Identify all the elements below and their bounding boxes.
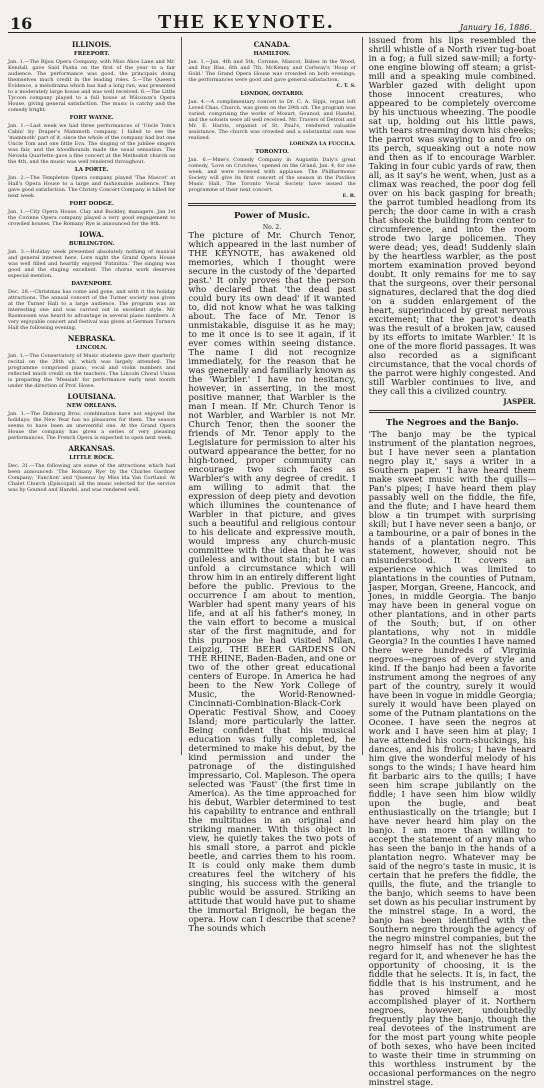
city-heading-new-orleans: NEW ORLEANS. (66, 403, 117, 409)
signature-hamilton: C. T. S. (336, 83, 356, 89)
masthead (8, 6, 536, 33)
signature-jasper: JASPER. (503, 397, 536, 406)
city-heading-davenport: DAVENPORT. (71, 281, 113, 287)
state-heading-arkansas: ARKANSAS. (68, 444, 115, 453)
city-heading-lincoln: LINCOLN. (76, 345, 108, 351)
state-heading-nebraska: NEBRASKA. (67, 334, 116, 343)
report-london-ontario: Jan. 4.—A complimentary concert to Dr. C. A. Sippi, organ loft Loved Chas. Church, was given on the 29th ult. The program was varied, comprising the works of Mozart, Gounod, and Handel, and the soloists were all well received. Mr. Travers of Detroit and Mr. E. Harris, organist of St. Paul's, rendered valuable assistance. The church was crowded and a substantial sum was realized. (188, 99, 356, 141)
section-divider (188, 203, 355, 206)
city-heading-burlington: BURLINGTON. (68, 241, 115, 247)
report-new-orleans: Jan. 1.—The Dubourg Bros. combination have not enjoyed the holidays; the New Year has no pleasures for them. The season seems to have been an uneventful one. At the Grand Opera House the company has given a series of very pleasing performances. The French Opera is expected to open next week. (8, 411, 176, 441)
article-continuation-power-of-music: issued from his lips resembled the shrill whistle of a North river tug-boat in a fog; a full sized saw-mill; a forty-one engine blowing off steam; a grist-mill and a speaking mule combined. Warbler gazed with delight upon those innocent creatures, who appeared to be completely overcome by his unctuous wheezing. The poodle sat up, holding out his little paws, with tears streaming down his cheeks; the parrot was swaying to and fro on its perch, squeaking out a note now and then as if to encourage Warbler. Taking in four cubic yards of raw, then all, as it say's he went, when, just as a climax was reached, the poor dog fell over on his back gasping for breath; the parrot tumbled headlong from its perch; the door came in with a crash that shook the building from center to circumference, and into the room strode two large policemen. They were dead; yes, dead! Suddenly slain by the heartless warbler, as the post mortem examination proved beyond doubt. It only remains for me to say that the surgeons, over their personal signatures, declared that the dog died 'on a sudden enlargement of the heart, superinduced by great nervous excitement; that the parrot's death was the result of a broken jaw, caused by its efforts to imitate Warbler.' It is one of the more florid passages. It was also recorded as a significant circumstance, that the vocal chords of the parrot were highly congested. And still Warbler continues to live, and they call this a civilized country. (368, 36, 536, 397)
report-lincoln: Jan. 1.—The Conservatory of Music students gave their quarterly recital on the 28th ult. which was largely attended. The programme comprised piano, vocal and violin numbers and reflected much credit on the teachers. The Lincoln Choral Union is preparing the 'Messiah' for performance early next month under the direction of Prof. Howe. (8, 353, 176, 389)
report-hamilton: Jan. 1.—Jan. 4th and 5th, Corinne, Mascot, Babes in the Wood, and Ruy Blas. 6th and 7th, McKenny and Corlway's 'Hoop of Gold.' The Grand Opera House was crowded on both evenings; the performances were good and gave general satisfaction. (188, 59, 356, 83)
issue-date: January 16, 1886. (459, 23, 532, 32)
state-heading-illinois: ILLINOIS. (71, 40, 112, 49)
section-heading-canada: CANADA. (253, 40, 291, 49)
article-number: No. 2. (262, 224, 282, 231)
article-heading-power-of-music: Power of Music. (233, 211, 310, 221)
column-middle (181, 37, 356, 934)
report-burlington: Jan. 3.—Holiday week presented absolutely nothing of musical and general interest here. Lore night the Grand Opera House was well filled and heartily enjoyed 'Fatinitza.' The singing was good and the staging excellent. The chorus work deserves especial mention. (8, 249, 176, 279)
city-heading-hamilton: HAMILTON. (253, 51, 291, 57)
city-heading-little-rock: LITTLE ROCK. (69, 455, 115, 461)
state-heading-louisiana: LOUISIANA. (67, 392, 116, 401)
report-freeport: Jan. 1.—The Bijou Opera Company, with Miss Alice Lane and Mr. Kendall, gave Said Pasha on the first of the year to a fair audience. The performance was good, the principals doing themselves much credit in the leading roles. 5.—The Queen's Evidence, a melodrama which has had a long run, was presented to a moderately large house and was well received. 6.—The Little Tycoon company played to a full house at Wilcoxon's Opera House, giving general satisfaction. The music is catchy and the comedy bright. (8, 59, 176, 113)
report-davenport: Dec. 28.—Christmas has come and gone, and with it the holiday attractions. The annual concert of the Turner society was given at the Turner Hall to a large audience. The program was an interesting one and was carried out in excellent style. Mr. Rasmussen was heard to advantage in several piano numbers. A very enjoyable concert and festival was given at German Turners Hall the following evening. (8, 289, 176, 331)
article-body-power-of-music: The picture of Mr. Church Tenor, which appeared in the last number of THE KEYNOTE, has awakened old memories, which I thought were secure in the custody of the 'departed past.' It only proves that the person who declared that 'the dead past could bury its own dead' if it wanted to, did not know what he was talking about. The face of Mr. Tenor is unmistakable, disguise it as he may; to me it once is to see it again, if it ever comes within seeing distance. The name I did not recognize immediately, for the reason that he was generally and familiarly known as the 'Warbler.' I have no hesitancy, however, in asserting, in the most positive manner, that Warbler is the man I mean. If Mr. Church Tenor is not Warbler, and Warbler is not Mr. Church Tenor, then the sooner the friends of Mr. Tenor apply to the Legislature for permission to alter his outward appearance the better, for no high-toned, proper community can encourage two such faces as Warbler's with any degree of credit. I am willing to admit that the expression of deep piety and devotion which illumines the countenance of Warbler in that picture, and gives such a beautiful and religious contour to his delicate and expressive mouth, would impress any church-music committee with the idea that he was guileless and without stain; but I can unfold a circumstance which will throw him in an entirely different light before the public. Previous to the occurrence I am about to mention, Warbler had spent many years of his life, and at all his father's money, in the vain effort to become a musical star of the first magnitude, and for this purpose he had visited Milan, Leipzig, THE BEER GARDENS ON THE RHINE, Baden-Baden, and one or two of the other great educational centers of Europe. In America he had been to the New York College of Music, the World-Renowned-Cincinnati-Combination-Black-Cork Operatic Festival Show, and Cooey Island; more particularly the latter. Being confident that his musical education was fully completed, he determined to make his debut, by the kind permission and under the patronage of the distinguished impressario, Col. Mapleson. The opera selected was 'Faust' (the first time in America). As the time approached for his debut, Warbler determined to test his capability to entrance and enthrall the multitudes in an original and striking manner. With this object in view, he quietly takes the two pots of his small store, a parrot and pickle beetle, and carries them to his room. It is could only make them dumb creatures feel the witchery of his singing, his success with the general public would be assured. Striking an attitude that would have put to shame the immortal Brignoli, he began the opera. How can I describe that scene? The sounds which (188, 231, 356, 934)
city-heading-toronto: TORONTO. (255, 149, 289, 155)
city-heading-fort-wayne: FORT WAYNE. (69, 115, 114, 121)
report-la-porte: Jan. 2.—The Templeton Opera company played 'The Mascot' at Hall's Opera House to a large and fashionable audience. They gave good satisfaction. The Christy Concert Company is billed for next week. (8, 175, 176, 199)
city-heading-la-porte: LA PORTE. (74, 167, 109, 173)
page-number: 16 (10, 14, 33, 33)
signature-toronto: E. R. (342, 193, 356, 199)
article-body-negroes-banjo: 'The banjo may be the typical instrument of the plantation negroes, but I have never seen a plantation negro play it,' says a writer in a Southern paper. 'I have heard them make sweet music with the quills—Pan's pipes; I have heard them play passably well on the fiddle, the fife, and the flute; and I have heard them blow a tin trumpet with surprising skill; but I have never seen a banjo, or a tambourine, or a pair of bones in the hands of a plantation negro. This statement, however, should not be misunderstood. It covers an experience which was limited to plantations in the counties of Putnam, Jasper, Morgan, Greene, Hancock, and Jones, in middle Georgia. The banjo may have been in general vogue on other plantations, and in other parts of the South; but, if on other plantations, why not in middle Georgia? In the counties I have named there were hundreds of Virginia negroes—negroes of every style and kind. If the banjo had been a favorite instrument among the negroes of any part of the country, surely it would have been in vogue in middle Georgia; surely it would have been played on some of the Putnam plantations on the Oconee. I have seen the negros at work and I have seen him at play; I have attended his corn-shuckings, his dances, and his frolics; I have heard him give the wonderful melody of his songs to the winds; I have heard him fit barbaric airs to the quills; I have seen him scrape jubilantly on the fiddle; I have seen him blow wildly upon the bugle, and beat enthusiastically on the triangle; but I have never heard him play on the banjo. I am more than willing to accept the statement of any man who has seen the banjo in the hands of a plantation negro. Whatever may be said of the negro's taste in music, it is certain that he prefers the fiddle, the quills, the flute, and the triangle to the banjo, which seems to have been set down as his peculiar instrument by the minstrel stage. In a word, the banjo has been identified with the Southern negro through the agency of the negro minstrel companies, but the negro himself has not the slightest regard for it, and whenever he has the opportunity of choosing, it is the fiddle that he selects. It is, in fact, the fiddle that is his instrument, and he has proved himself a most accomplished player of it. Northern negroes, however, undoubtedly frequently play the banjo, though the real devotees of the instrument are for the most part young white people of both sexes, who have been incited to waste their time in strumming on this worthless instrument by the occasional performances on the negro minstrel stage. (368, 430, 536, 1088)
column-left (8, 37, 175, 755)
city-heading-freeport: FREEPORT. (73, 51, 110, 57)
article-divider (369, 410, 536, 413)
column-right (362, 36, 536, 1088)
city-heading-fort-dodge: FORT DODGE. (69, 201, 114, 207)
signature-london-ontario: LORENZA LA FUCCILA. (289, 141, 356, 147)
report-fort-dodge: Jan. 1.—City Opera House. Clay and Buckley, managers. Jan 1st the Corinne Opera company played a very good engagement to crowded houses. The Romany Rye is announced for the 8th. (8, 209, 176, 227)
columns (8, 36, 536, 1088)
report-toronto: Jan. 6.—Mme's Comedy Company in Augustin Daly's great comedy, 'Love on Crutches,' opened on the Grand, Jan. 4, for one week, and were received with applause. The Philharmonic Society will give its first concert of the season in the Pavilion Music Hall. The Toronto Vocal Society have issued the programme of their next concert. (188, 157, 356, 193)
state-heading-iowa: IOWA. (79, 230, 104, 239)
report-fort-wayne: Jan. 1.—Last week we had three performances of 'Uncle Tom's Cabin' by Draper's Mammoth company. I failed to see the 'mammoth' part of it, since the whole of the company had but one Uncle Tom and one little Eva. The singing of the jubilee singers was fair, and the bloodhounds made the usual sensation. The Nevada Quartette gave a fine concert at the Methodist church on the 4th, and the music was well rendered throughout. (8, 123, 176, 165)
report-little-rock: Dec. 31.—The following are some of the attractions which had been announced: 'The Romany Rye' by the Charles Gardner Company; 'Fanchon' and 'Queena' by Miss Ida Van Cortland. At Chalet Church (Episcopal) all the music selected for the service was by Gounod and Handel, and was rendered well. (8, 463, 176, 493)
publication-title: THE KEYNOTE. (157, 11, 335, 33)
city-heading-london-ontario: LONDON, ONTARIO. (240, 91, 304, 97)
article-heading-negroes-banjo: The Negroes and the Banjo. (385, 418, 519, 428)
